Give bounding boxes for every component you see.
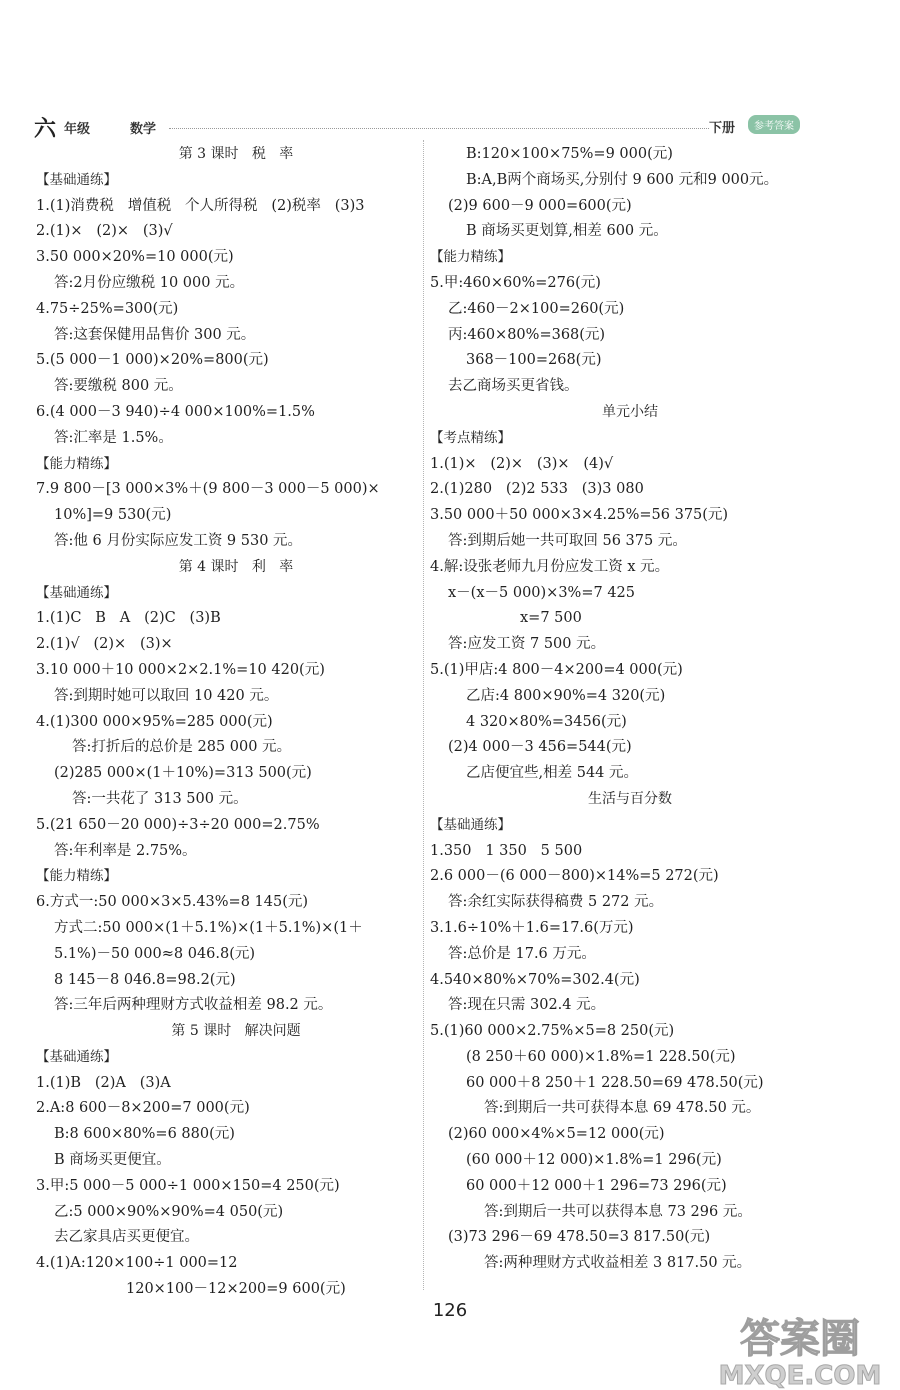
answer-line: 120×100－12×200=9 600(元) <box>126 1281 346 1298</box>
answer-line: x=7 500 <box>520 610 582 627</box>
answer-line: (3)73 296－69 478.50=3 817.50(元) <box>448 1229 711 1246</box>
section-label: 【能力精练】 <box>430 249 511 266</box>
volume-label: 下册 <box>709 121 736 136</box>
answer-line: 答:2月份应缴税 10 000 元。 <box>54 274 245 291</box>
answer-line: B:8 600×80%=6 880(元) <box>54 1126 235 1143</box>
section-label: 【能力精练】 <box>36 455 117 472</box>
answer-line: 10%]=9 530(元) <box>54 507 172 524</box>
answer-line: 5.甲:460×60%=276(元) <box>430 274 601 291</box>
section-title: 单元小结 <box>602 403 658 420</box>
answer-line: x－(x－5 000)×3%=7 425 <box>448 584 635 601</box>
answer-line: 5.(1)60 000×2.75%×5=8 250(元) <box>430 1023 675 1040</box>
answer-line: 3.10 000＋10 000×2×2.1%=10 420(元) <box>36 661 325 678</box>
answer-line: 乙店:4 800×90%=4 320(元) <box>466 687 666 704</box>
answer-line: 2.6 000－(6 000－800)×14%=5 272(元) <box>430 868 719 885</box>
answer-line: 2.(1)√ (2)× (3)× <box>36 636 173 653</box>
answer-line: 8 145－8 046.8=98.2(元) <box>54 971 236 988</box>
answer-line: 3.1.6÷10%＋1.6=17.6(万元) <box>430 919 634 936</box>
answer-line: 4.(1)A:120×100÷1 000=12 <box>36 1255 238 1272</box>
answer-line: (60 000＋12 000)×1.8%=1 296(元) <box>466 1152 722 1169</box>
answer-line: 1.(1)消费税 增值税 个人所得税 (2)税率 (3)3 <box>36 197 365 214</box>
section-label: 【基础通练】 <box>36 171 117 188</box>
grade-suffix: 年级 <box>64 122 91 137</box>
answer-line: 5.1%)－50 000≈8 046.8(元) <box>54 945 256 962</box>
answer-line: 答:打折后的总价是 285 000 元。 <box>72 739 292 756</box>
section-label: 【基础通练】 <box>36 1048 117 1065</box>
answer-line: 答:到期后她一共可取回 56 375 元。 <box>448 532 687 549</box>
answer-line: 乙:460－2×100=260(元) <box>448 300 625 317</box>
answer-line: 4.75÷25%=300(元) <box>36 300 179 317</box>
answer-line: 方式二:50 000×(1＋5.1%)×(1＋5.1%)×(1＋ <box>54 919 363 936</box>
answer-line: 答:三年后两种理财方式收益相差 98.2 元。 <box>54 997 333 1014</box>
answer-line: 5.(1)甲店:4 800－4×200=4 000(元) <box>430 661 683 678</box>
section-label: 【基础通练】 <box>36 584 117 601</box>
answer-line: 答:他 6 月份实际应发工资 9 530 元。 <box>54 532 303 549</box>
answer-line: B:120×100×75%=9 000(元) <box>466 146 673 162</box>
answer-line: 答:年利率是 2.75%。 <box>54 842 197 859</box>
answer-line: 368－100=268(元) <box>466 352 602 369</box>
answer-line: 答:现在只需 302.4 元。 <box>448 997 606 1014</box>
page-header <box>34 112 814 142</box>
answer-line: 4.(1)300 000×95%=285 000(元) <box>36 713 273 730</box>
answer-line: B:A,B两个商场买,分别付 9 600 元和9 000元。 <box>466 171 779 188</box>
answer-line: 3.甲:5 000－5 000÷1 000×150=4 250(元) <box>36 1177 340 1194</box>
answer-line: 2.A:8 600－8×200=7 000(元) <box>36 1100 250 1117</box>
section-title: 第 4 课时 利 率 <box>178 558 294 575</box>
answer-line: 去乙家具店买更便宜。 <box>54 1229 199 1246</box>
answer-line: 4 320×80%=3456(元) <box>466 713 627 730</box>
answer-line: 7.9 800－[3 000×3%＋(9 800－3 000－5 000)× <box>36 481 380 498</box>
watermark-logo <box>700 1310 900 1390</box>
answer-line: (2)9 600－9 000=600(元) <box>448 197 632 214</box>
section-label: 【考点精练】 <box>430 429 511 446</box>
answer-line: 答:应发工资 7 500 元。 <box>448 636 606 653</box>
section-title: 第 5 课时 解决问题 <box>171 1023 301 1040</box>
answer-line: (2)4 000－3 456=544(元) <box>448 739 632 756</box>
answer-line: 答:这套保健用品售价 300 元。 <box>54 326 256 343</box>
grade-label: 六 <box>34 117 57 142</box>
answer-line: 4.540×80%×70%=302.4(元) <box>430 971 640 988</box>
answer-line: 答:余红实际获得稿费 5 272 元。 <box>448 894 664 911</box>
answer-line: 答:到期后一共可以获得本息 73 296 元。 <box>484 1203 752 1220</box>
watermark-url: MXQE.COM <box>718 1361 882 1390</box>
answer-line: (2)60 000×4%×5=12 000(元) <box>448 1126 665 1143</box>
answer-line: 60 000＋8 250＋1 228.50=69 478.50(元) <box>466 1074 764 1091</box>
answer-line: 答:一共花了 313 500 元。 <box>72 790 248 807</box>
answer-line: 5.(21 650－20 000)÷3÷20 000=2.75% <box>36 816 320 833</box>
answer-line: 5.(5 000－1 000)×20%=800(元) <box>36 352 269 369</box>
answer-line: 1.(1)C B A (2)C (3)B <box>36 610 221 627</box>
section-label: 【基础通练】 <box>430 816 511 833</box>
left-column <box>36 142 436 1303</box>
answer-line: 答:到期后一共可获得本息 69 478.50 元。 <box>484 1100 761 1117</box>
right-column <box>430 142 830 1277</box>
answer-line: 1.(1)B (2)A (3)A <box>36 1074 171 1091</box>
answer-line: B 商场买更划算,相差 600 元。 <box>466 223 668 240</box>
answer-line: 3.50 000×20%=10 000(元) <box>36 249 234 266</box>
answer-line: 答:汇率是 1.5%。 <box>54 429 173 446</box>
answer-line: 丙:460×80%=368(元) <box>448 326 606 343</box>
answer-line: 2.(1)280 (2)2 533 (3)3 080 <box>430 481 644 498</box>
answer-line: 乙店便宜些,相差 544 元。 <box>466 765 639 782</box>
answer-line: (2)285 000×(1＋10%)=313 500(元) <box>54 765 312 782</box>
answer-line: 乙:5 000×90%×90%=4 050(元) <box>54 1203 284 1220</box>
answer-line: 答:总价是 17.6 万元。 <box>448 945 596 962</box>
section-title: 生活与百分数 <box>588 790 672 807</box>
answer-line: 答:要缴税 800 元。 <box>54 378 183 395</box>
answer-line: 2.(1)× (2)× (3)√ <box>36 223 173 240</box>
subject-label: 数学 <box>130 122 157 137</box>
answer-line: 6.(4 000－3 940)÷4 000×100%=1.5% <box>36 403 315 420</box>
answer-line: B 商场买更便宜。 <box>54 1152 171 1169</box>
answer-badge: 参考答案 <box>748 115 800 134</box>
answer-line: 答:到期时她可以取回 10 420 元。 <box>54 687 279 704</box>
answer-line: 4.解:设张老师九月份应发工资 x 元。 <box>430 558 670 575</box>
answer-line: (8 250＋60 000)×1.8%=1 228.50(元) <box>466 1048 736 1065</box>
answer-line: 1.350 1 350 5 500 <box>430 842 583 859</box>
answer-line: 60 000＋12 000＋1 296=73 296(元) <box>466 1177 727 1194</box>
answer-line: 3.50 000＋50 000×3×4.25%=56 375(元) <box>430 507 729 524</box>
answer-line: 6.方式一:50 000×3×5.43%=8 145(元) <box>36 894 309 911</box>
answer-line: 1.(1)× (2)× (3)× (4)√ <box>430 455 614 472</box>
header-rule <box>169 128 709 129</box>
answer-line: 去乙商场买更省钱。 <box>448 378 579 395</box>
section-label: 【能力精练】 <box>36 868 117 885</box>
answer-line: 答:两种理财方式收益相差 3 817.50 元。 <box>484 1255 752 1272</box>
section-title: 第 3 课时 税 率 <box>178 146 294 162</box>
watermark-text: 答案圈 <box>740 1316 860 1362</box>
page-number: 126 <box>432 1300 468 1321</box>
